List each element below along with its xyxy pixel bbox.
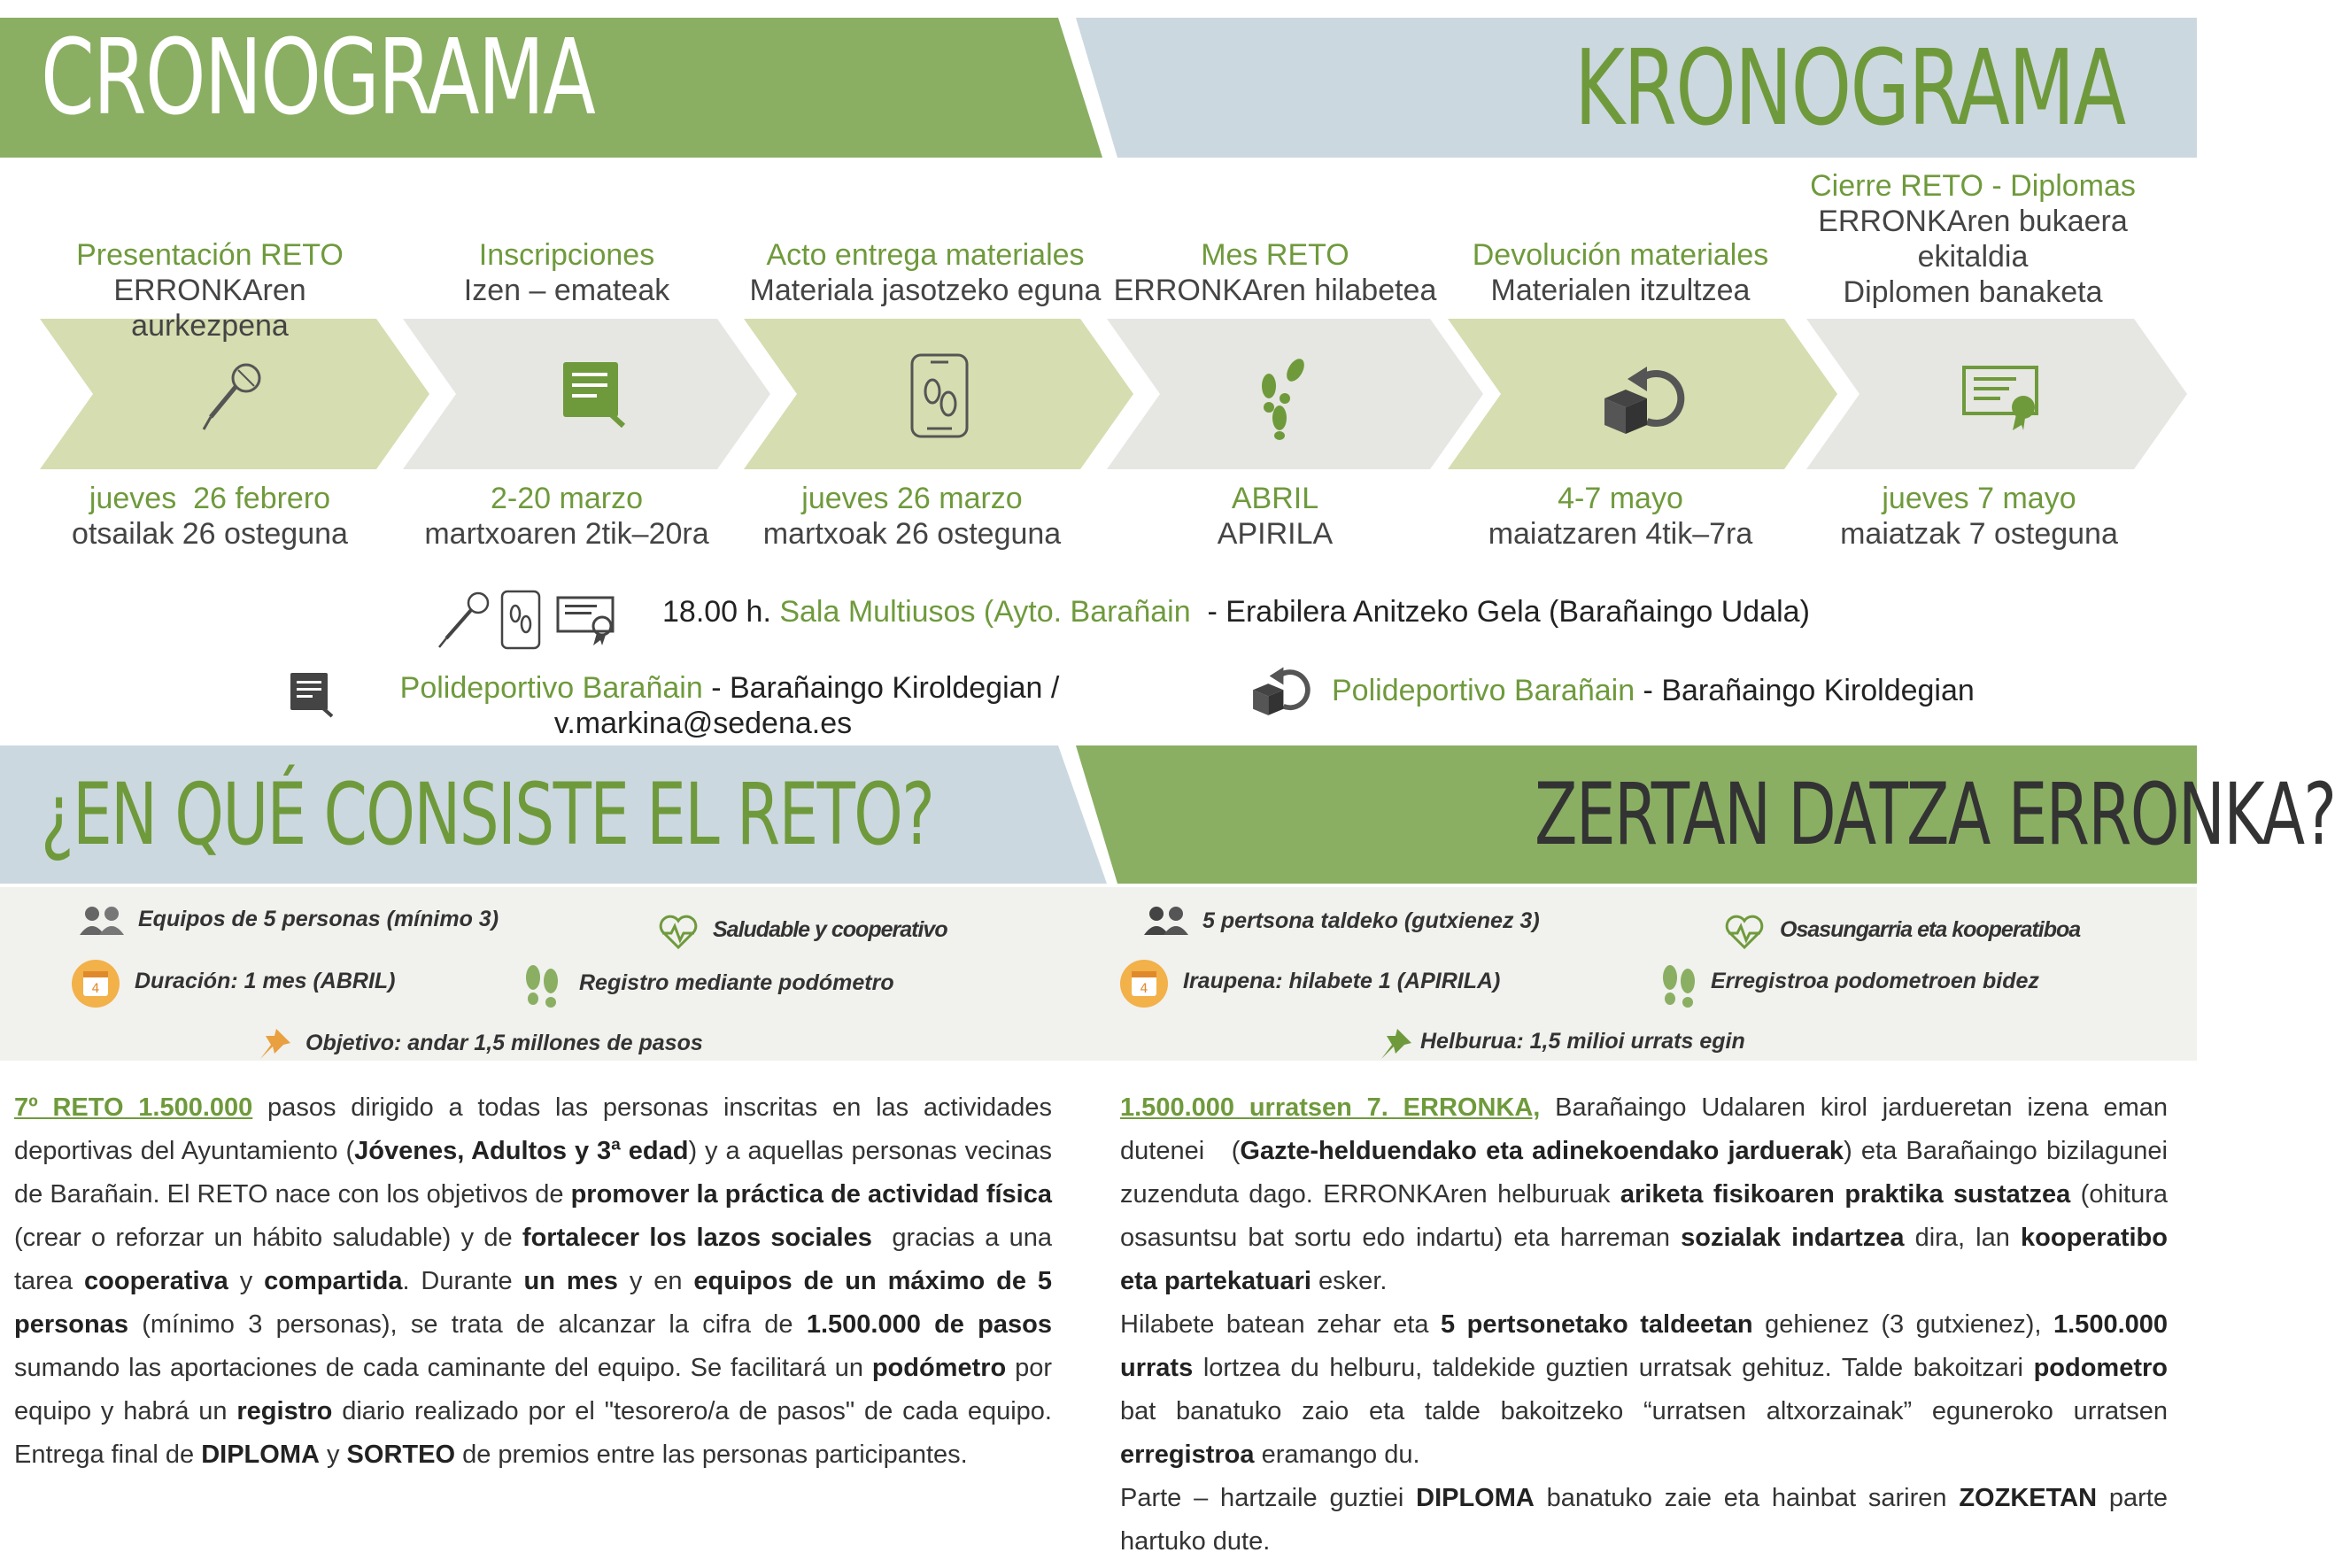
- returns-location: [1332, 674, 1975, 708]
- inscriptions-place-eu: - Barañaingo Kiroldegian /: [702, 671, 1060, 705]
- main-time: 18.00 h.: [662, 595, 771, 629]
- microphone-icon: [197, 359, 267, 434]
- section2-title-es: ¿EN QUÉ CONSISTE EL RETO?: [41, 765, 934, 864]
- feature-pedometer-eu: Erregistroa podometroen bidez: [1711, 969, 2039, 993]
- team-icon: [78, 905, 128, 937]
- stage-2-title: Inscripciones: [478, 238, 655, 272]
- text-eu-p3e: parte hartuko dute.: [1120, 1484, 2168, 1556]
- text-es-s8: gracias a una tarea: [14, 1224, 1060, 1295]
- text-eu-p2e: lortzea du helburu, taldekide guztien urratsak gehituz. Talde bakoitzari: [1193, 1354, 2034, 1382]
- main-location: [662, 595, 1810, 630]
- stage-5-date-eu: maiatzaren 4tik–7ra: [1488, 517, 1753, 551]
- feature-goal-eu: Helburua: 1,5 milioi urrats egin: [1420, 1029, 1745, 1054]
- inscriptions-location: [375, 670, 1084, 741]
- stage-4-date: [1098, 481, 1452, 552]
- stage-2-date: [390, 481, 744, 552]
- text-es-s18: sumando las aportaciones de cada caminante del equipo. Se facilitará un: [14, 1354, 872, 1382]
- text-eu-s8: dira, lan: [1904, 1224, 2022, 1252]
- text-es-s24: y: [319, 1441, 347, 1469]
- text-es-s23: DIPLOMA: [201, 1441, 320, 1469]
- text-eu-p2d: 1.500.000 urrats: [1120, 1310, 2169, 1382]
- description-eu-p3: [1120, 1477, 2168, 1564]
- text-eu-p2f: podometro: [2033, 1354, 2168, 1382]
- text-eu-s3: Gazte-helduendako eta adinekoendako jarduerak: [1240, 1137, 1844, 1165]
- text-eu-p2g: bat banatuko zaio eta talde bakoitzeko “urratsen altxorzainak” eguneroko urratsen: [1120, 1397, 2168, 1425]
- description-eu: [1120, 1086, 2176, 1564]
- stage-5-title: Devolución materiales: [1472, 238, 1769, 272]
- microphone-icon: [439, 593, 488, 647]
- phone-footprints-icon: [502, 591, 539, 648]
- stage-1-subtitle: ERRONKAren aurkezpena: [113, 274, 306, 343]
- text-eu-p3b: DIPLOMA: [1416, 1484, 1535, 1512]
- stage-6-subtitle-3: Diplomen banaketa: [1843, 275, 2103, 309]
- stage-6-date-eu: maiatzak 7 osteguna: [1840, 517, 2118, 551]
- calendar-day-eu: 4: [1140, 982, 1148, 996]
- feature-duration-es: Duración: 1 mes (ABRIL): [135, 969, 396, 993]
- contact-email[interactable]: v.markina@sedena.es: [553, 707, 853, 740]
- stage-3-date-es: jueves 26 marzo: [801, 482, 1023, 515]
- stage-1-label: [33, 237, 387, 344]
- stage-5-date: [1443, 481, 1798, 552]
- text-eu-s2: Barañaingo Udalaren kirol jardueretan izena eman dutenei (: [1120, 1093, 2176, 1165]
- stage-6-date: [1802, 481, 2156, 552]
- stage-2-label: [390, 237, 744, 308]
- stage-4-subtitle: ERRONKAren hilabetea: [1113, 274, 1437, 307]
- text-es-s10: y: [228, 1267, 265, 1295]
- footprints-icon: [1658, 962, 1700, 1008]
- text-eu-p2i: eramango du.: [1254, 1441, 1420, 1469]
- feature-teams-es: Equipos de 5 personas (mínimo 3): [138, 907, 499, 931]
- section2-title-eu: ZERTAN DATZA ERRONKA?: [1535, 765, 2335, 864]
- team-icon: [1142, 905, 1192, 937]
- feature-healthy-eu: Osasungarria eta kooperatiboa: [1780, 917, 2081, 942]
- calendar-day-es: 4: [91, 982, 100, 996]
- footprints-icon: [521, 962, 563, 1008]
- text-eu-s6: (ohitura osasuntsu bat sortu edo indartu) eta harreman: [1120, 1180, 2168, 1252]
- stage-3-label: [731, 237, 1120, 308]
- text-es-s13: un mes: [523, 1267, 618, 1295]
- location-icons-group: [434, 589, 629, 651]
- stage-4-date-eu: APIRILA: [1217, 517, 1334, 551]
- stage-4-date-es: ABRIL: [1231, 482, 1319, 515]
- description-eu-p2: [1120, 1303, 2168, 1477]
- stage-4-label: [1098, 237, 1452, 308]
- calendar-icon: [71, 959, 120, 1008]
- main-place-eu: - Erabilera Anitzeko Gela (Barañaingo Udala): [1199, 595, 1810, 629]
- stage-5-subtitle: Materialen itzultzea: [1490, 274, 1751, 307]
- feature-healthy-es: Saludable y cooperativo: [713, 917, 947, 942]
- text-es-s15: equipos de un máximo de 5 personas: [14, 1267, 1052, 1339]
- text-es-s26: de premios entre las personas participantes.: [455, 1441, 968, 1469]
- stage-4-title: Mes RETO: [1201, 238, 1349, 272]
- text-es-s19: podómetro: [871, 1354, 1007, 1382]
- text-es-s14: y en: [617, 1267, 694, 1295]
- text-eu-s9: kooperatibo eta partekatuari: [1120, 1224, 2168, 1295]
- returns-place-eu: - Barañaingo Kiroldegian: [1635, 674, 1975, 707]
- stage-5-date-es: 4-7 mayo: [1558, 482, 1683, 515]
- diploma-icon: [558, 598, 613, 645]
- text-es-s3: Jóvenes, Adultos y 3ª edad: [354, 1137, 689, 1165]
- text-es-s16: (mínimo 3 personas), se trata de alcanzar la cifra de: [128, 1310, 807, 1339]
- feature-goal-es: Objetivo: andar 1,5 millones de pasos: [305, 1031, 703, 1055]
- stage-1-date-es: jueves 26 febrero: [89, 482, 331, 515]
- text-eu-p2b: 5 pertsonetako taldeetan: [1441, 1310, 1753, 1339]
- diploma-icon: [1961, 363, 2045, 434]
- text-eu-p3c: banatuko zaie eta hainbat sariren: [1534, 1484, 1960, 1512]
- text-es-s7: fortalecer los lazos sociales: [522, 1224, 872, 1252]
- feature-pedometer-es: Registro mediante podómetro: [579, 970, 894, 995]
- stage-6-subtitle-2: ekitaldia: [1917, 240, 2029, 274]
- stage-6-label: [1796, 168, 2150, 310]
- box-return-icon: [1601, 352, 1689, 436]
- description-es: [14, 1086, 1060, 1477]
- text-es-s11: compartida: [264, 1267, 403, 1295]
- text-eu-s10: esker.: [1311, 1267, 1388, 1295]
- text-es-s12: . Durante: [402, 1267, 524, 1295]
- description-eu-lead: 1.500.000 urratsen 7. ERRONKA,: [1120, 1093, 1541, 1122]
- stage-2-date-es: 2-20 marzo: [491, 482, 643, 515]
- feature-duration-eu: Iraupena: hilabete 1 (APIRILA): [1183, 969, 1501, 993]
- stage-5-label: [1443, 237, 1798, 308]
- text-eu-p3a: Parte – hartzaile guztiei: [1120, 1484, 1417, 1512]
- stage-6-title: Cierre RETO - Diplomas: [1810, 169, 2136, 203]
- text-es-s5: promover la práctica de actividad física: [570, 1180, 1052, 1209]
- text-es-s20: por equipo y habrá un: [14, 1354, 1052, 1425]
- text-es-s25: SORTEO: [346, 1441, 456, 1469]
- text-es-s9: cooperativa: [84, 1267, 228, 1295]
- text-eu-p2a: Hilabete batean zehar eta: [1120, 1310, 1442, 1339]
- stage-2-date-eu: martxoaren 2tik–20ra: [424, 517, 709, 551]
- text-es-s21: registro: [236, 1397, 333, 1425]
- text-es-s22: diario realizado por el "tesorero/a de pasos" de cada equipo. Entrega final de: [14, 1397, 1052, 1469]
- box-return-icon: [1247, 657, 1318, 717]
- heartbeat-icon: [657, 914, 700, 949]
- description-eu-p1: [1120, 1086, 2176, 1303]
- stage-6-subtitle-1: ERRONKAren bukaera: [1818, 205, 2128, 238]
- stage-1-date-eu: otsailak 26 osteguna: [72, 517, 348, 551]
- title-es: CRONOGRAMA: [41, 16, 595, 138]
- form-edit-icon: [560, 359, 630, 429]
- calendar-icon: [1119, 959, 1169, 1008]
- returns-place: Polideportivo Barañain: [1332, 674, 1635, 707]
- text-es-s17: 1.500.000 de pasos: [806, 1310, 1052, 1339]
- stage-1-title: Presentación RETO: [76, 238, 344, 272]
- phone-footprints-icon: [908, 352, 974, 441]
- text-eu-p2h: erregistroa: [1120, 1441, 1255, 1469]
- description-es-lead: 7º RETO 1.500.000: [14, 1093, 253, 1122]
- stage-3-date: [735, 481, 1089, 552]
- heartbeat-icon: [1723, 914, 1766, 949]
- text-eu-s5: ariketa fisikoaren praktika sustatzea: [1620, 1180, 2071, 1209]
- inscriptions-place: Polideportivo Barañain: [399, 671, 703, 705]
- feature-teams-eu: 5 pertsona taldeko (gutxienez 3): [1202, 908, 1540, 933]
- text-es-s4: ) y a aquellas personas vecinas de Barañain. El RETO nace con los objetivos de: [14, 1137, 1053, 1209]
- text-es-s2: pasos dirigido a todas las personas inscritas en las actividades deportivas del Ayuntamiento (: [14, 1093, 1052, 1165]
- stage-3-subtitle: Materiala jasotzeko eguna: [749, 274, 1102, 307]
- pin-icon: [1378, 1025, 1415, 1062]
- pin-icon: [257, 1025, 294, 1062]
- stage-1-date: [33, 481, 387, 552]
- stage-3-date-eu: martxoak 26 osteguna: [762, 517, 1062, 551]
- stage-2-subtitle: Izen – emateak: [463, 274, 670, 307]
- stage-3-title: Acto entrega materiales: [766, 238, 1085, 272]
- title-eu: KRONOGRAMA: [1574, 27, 2125, 149]
- stage-6-date-es: jueves 7 mayo: [1882, 482, 2076, 515]
- footprints-icon: [1253, 352, 1319, 441]
- text-eu-p3d: ZOZKETAN: [1959, 1484, 2098, 1512]
- text-es-s6: (crear o reforzar un hábito saludable) y de: [14, 1224, 522, 1252]
- text-eu-s7: sozialak indartzea: [1681, 1224, 1905, 1252]
- text-eu-s4: ) eta Barañaingo bizilagunei zuzenduta dago. ERRONKAren helburuak: [1120, 1137, 2168, 1209]
- main-place: Sala Multiusos (Ayto. Barañain: [779, 595, 1191, 629]
- text-eu-p2c: gehienez (3 gutxienez),: [1752, 1310, 2053, 1339]
